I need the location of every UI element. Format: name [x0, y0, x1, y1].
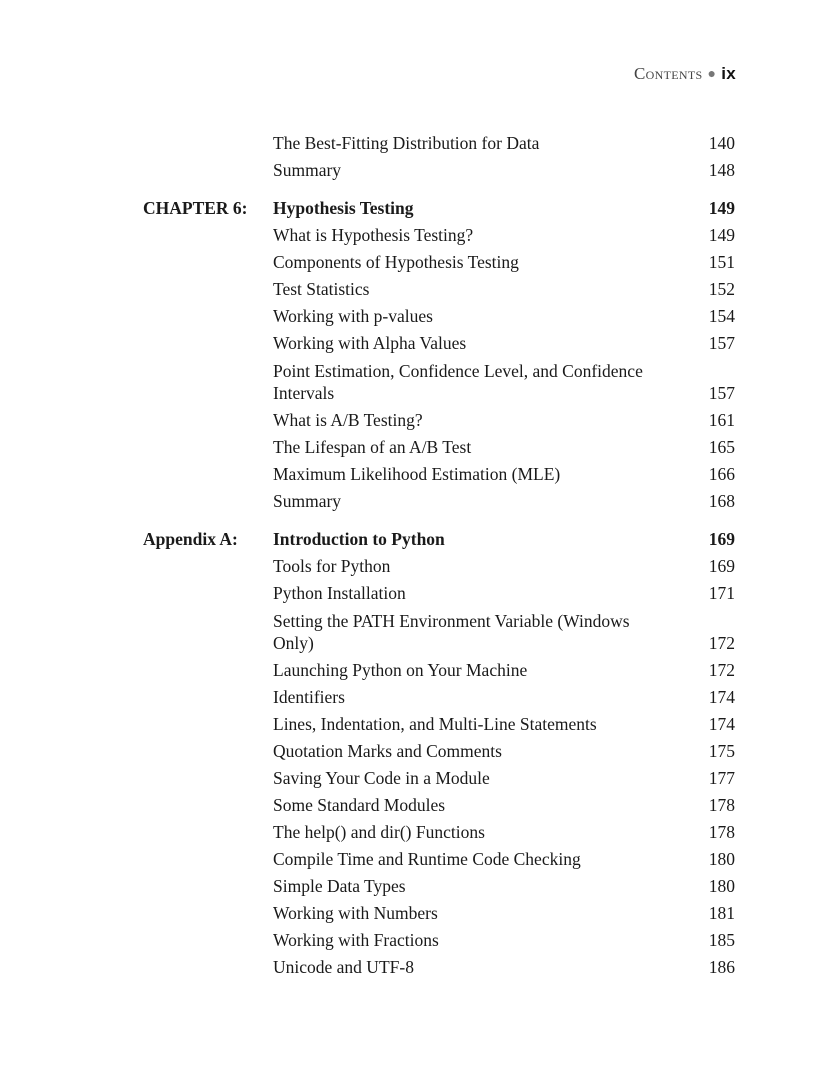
- entry-title: Components of Hypothesis Testing: [273, 252, 519, 272]
- entry-title: Simple Data Types: [273, 876, 406, 896]
- entry-page-number: 169: [708, 529, 735, 549]
- toc-entry: [0, 846, 840, 873]
- toc-entry: [0, 276, 840, 303]
- entry-page-number: 149: [708, 225, 735, 245]
- toc-chapter-heading: [0, 525, 840, 553]
- entry-title: The Lifespan of an A/B Test: [273, 437, 472, 457]
- toc-entry: [0, 711, 840, 738]
- entry-title: Maximum Likelihood Estimation (MLE): [273, 464, 561, 484]
- entry-page-number: 154: [708, 306, 735, 326]
- chapter-title: Hypothesis Testing: [273, 198, 414, 218]
- entry-page-number: 178: [708, 795, 735, 815]
- toc-entry: [0, 900, 840, 927]
- toc-entry: [0, 954, 840, 981]
- running-head-title: Contents: [634, 64, 703, 83]
- entry-title: Summary: [273, 491, 342, 511]
- entry-title: Python Installation: [273, 583, 406, 603]
- entry-page-number: 174: [708, 687, 735, 707]
- entry-page-number: 180: [708, 849, 735, 869]
- entry-page-number: 172: [708, 633, 735, 653]
- toc-chapter-heading: [0, 194, 840, 222]
- entry-page-number: 175: [708, 741, 735, 761]
- entry-page-number: 161: [708, 410, 735, 430]
- entry-page-number: 165: [708, 437, 735, 457]
- entry-page-number: 152: [708, 279, 735, 299]
- toc-entry: [0, 249, 840, 276]
- toc-entry: [0, 792, 840, 819]
- toc-entry: [0, 657, 840, 684]
- entry-page-number: 172: [708, 660, 735, 680]
- entry-page-number: 157: [708, 333, 735, 353]
- entry-title: Compile Time and Runtime Code Checking: [273, 849, 581, 869]
- entry-title: What is Hypothesis Testing?: [273, 225, 474, 245]
- entry-page-number: 166: [708, 464, 735, 484]
- bullet-icon: ●: [707, 67, 717, 82]
- toc-entry: [0, 303, 840, 330]
- entry-title: What is A/B Testing?: [273, 410, 423, 430]
- entry-page-number: 157: [708, 383, 735, 403]
- entry-title: The help() and dir() Functions: [273, 822, 485, 842]
- entry-title: Unicode and UTF-8: [273, 957, 414, 977]
- entry-title: Test Statistics: [273, 279, 370, 299]
- entry-title: The Best-Fitting Distribution for Data: [273, 133, 540, 153]
- running-head: [634, 64, 736, 84]
- toc-entry: [0, 607, 840, 657]
- table-of-contents: [0, 130, 840, 981]
- entry-page-number: 169: [708, 556, 735, 576]
- toc-entry: [0, 157, 840, 184]
- chapter-title: Introduction to Python: [273, 529, 445, 549]
- toc-entry: [0, 434, 840, 461]
- entry-page-number: 186: [708, 957, 735, 977]
- toc-entry: [0, 684, 840, 711]
- toc-entry: [0, 873, 840, 900]
- entry-page-number: 180: [708, 876, 735, 896]
- entry-title: Some Standard Modules: [273, 795, 446, 815]
- entry-title: Saving Your Code in a Module: [273, 768, 490, 788]
- entry-page-number: 149: [708, 198, 735, 218]
- entry-title: Setting the PATH Environment Variable (Windows Only): [273, 611, 630, 653]
- entry-title: Working with Fractions: [273, 930, 439, 950]
- toc-entry: [0, 738, 840, 765]
- toc-entry: [0, 553, 840, 580]
- toc-entry: [0, 488, 840, 515]
- entry-page-number: 151: [708, 252, 735, 272]
- toc-entry: [0, 819, 840, 846]
- entry-title: Point Estimation, Confidence Level, and Confidence Intervals: [273, 361, 643, 403]
- entry-page-number: 140: [708, 133, 735, 153]
- page-number: ix: [721, 64, 736, 83]
- entry-title: Launching Python on Your Machine: [273, 660, 528, 680]
- toc-entry: [0, 357, 840, 407]
- entry-page-number: 181: [708, 903, 735, 923]
- entry-page-number: 171: [708, 583, 735, 603]
- entry-page-number: 177: [708, 768, 735, 788]
- toc-entry: [0, 461, 840, 488]
- entry-page-number: 148: [708, 160, 735, 180]
- toc-entry: [0, 330, 840, 357]
- entry-title: Summary: [273, 160, 342, 180]
- entry-title: Working with Numbers: [273, 903, 438, 923]
- entry-title: Lines, Indentation, and Multi-Line Statements: [273, 714, 597, 734]
- toc-entry: [0, 580, 840, 607]
- entry-title: Working with Alpha Values: [273, 333, 467, 353]
- entry-page-number: 185: [708, 930, 735, 950]
- entry-title: Quotation Marks and Comments: [273, 741, 502, 761]
- toc-entry: [0, 222, 840, 249]
- entry-page-number: 178: [708, 822, 735, 842]
- toc-entry: [0, 927, 840, 954]
- chapter-label: Appendix A:: [143, 529, 238, 549]
- toc-entry: [0, 407, 840, 434]
- entry-page-number: 174: [708, 714, 735, 734]
- entry-title: Identifiers: [273, 687, 345, 707]
- entry-title: Tools for Python: [273, 556, 391, 576]
- toc-entry: [0, 765, 840, 792]
- chapter-label: CHAPTER 6:: [143, 198, 248, 218]
- toc-entry: [0, 130, 840, 157]
- entry-title: Working with p-values: [273, 306, 433, 326]
- entry-page-number: 168: [708, 491, 735, 511]
